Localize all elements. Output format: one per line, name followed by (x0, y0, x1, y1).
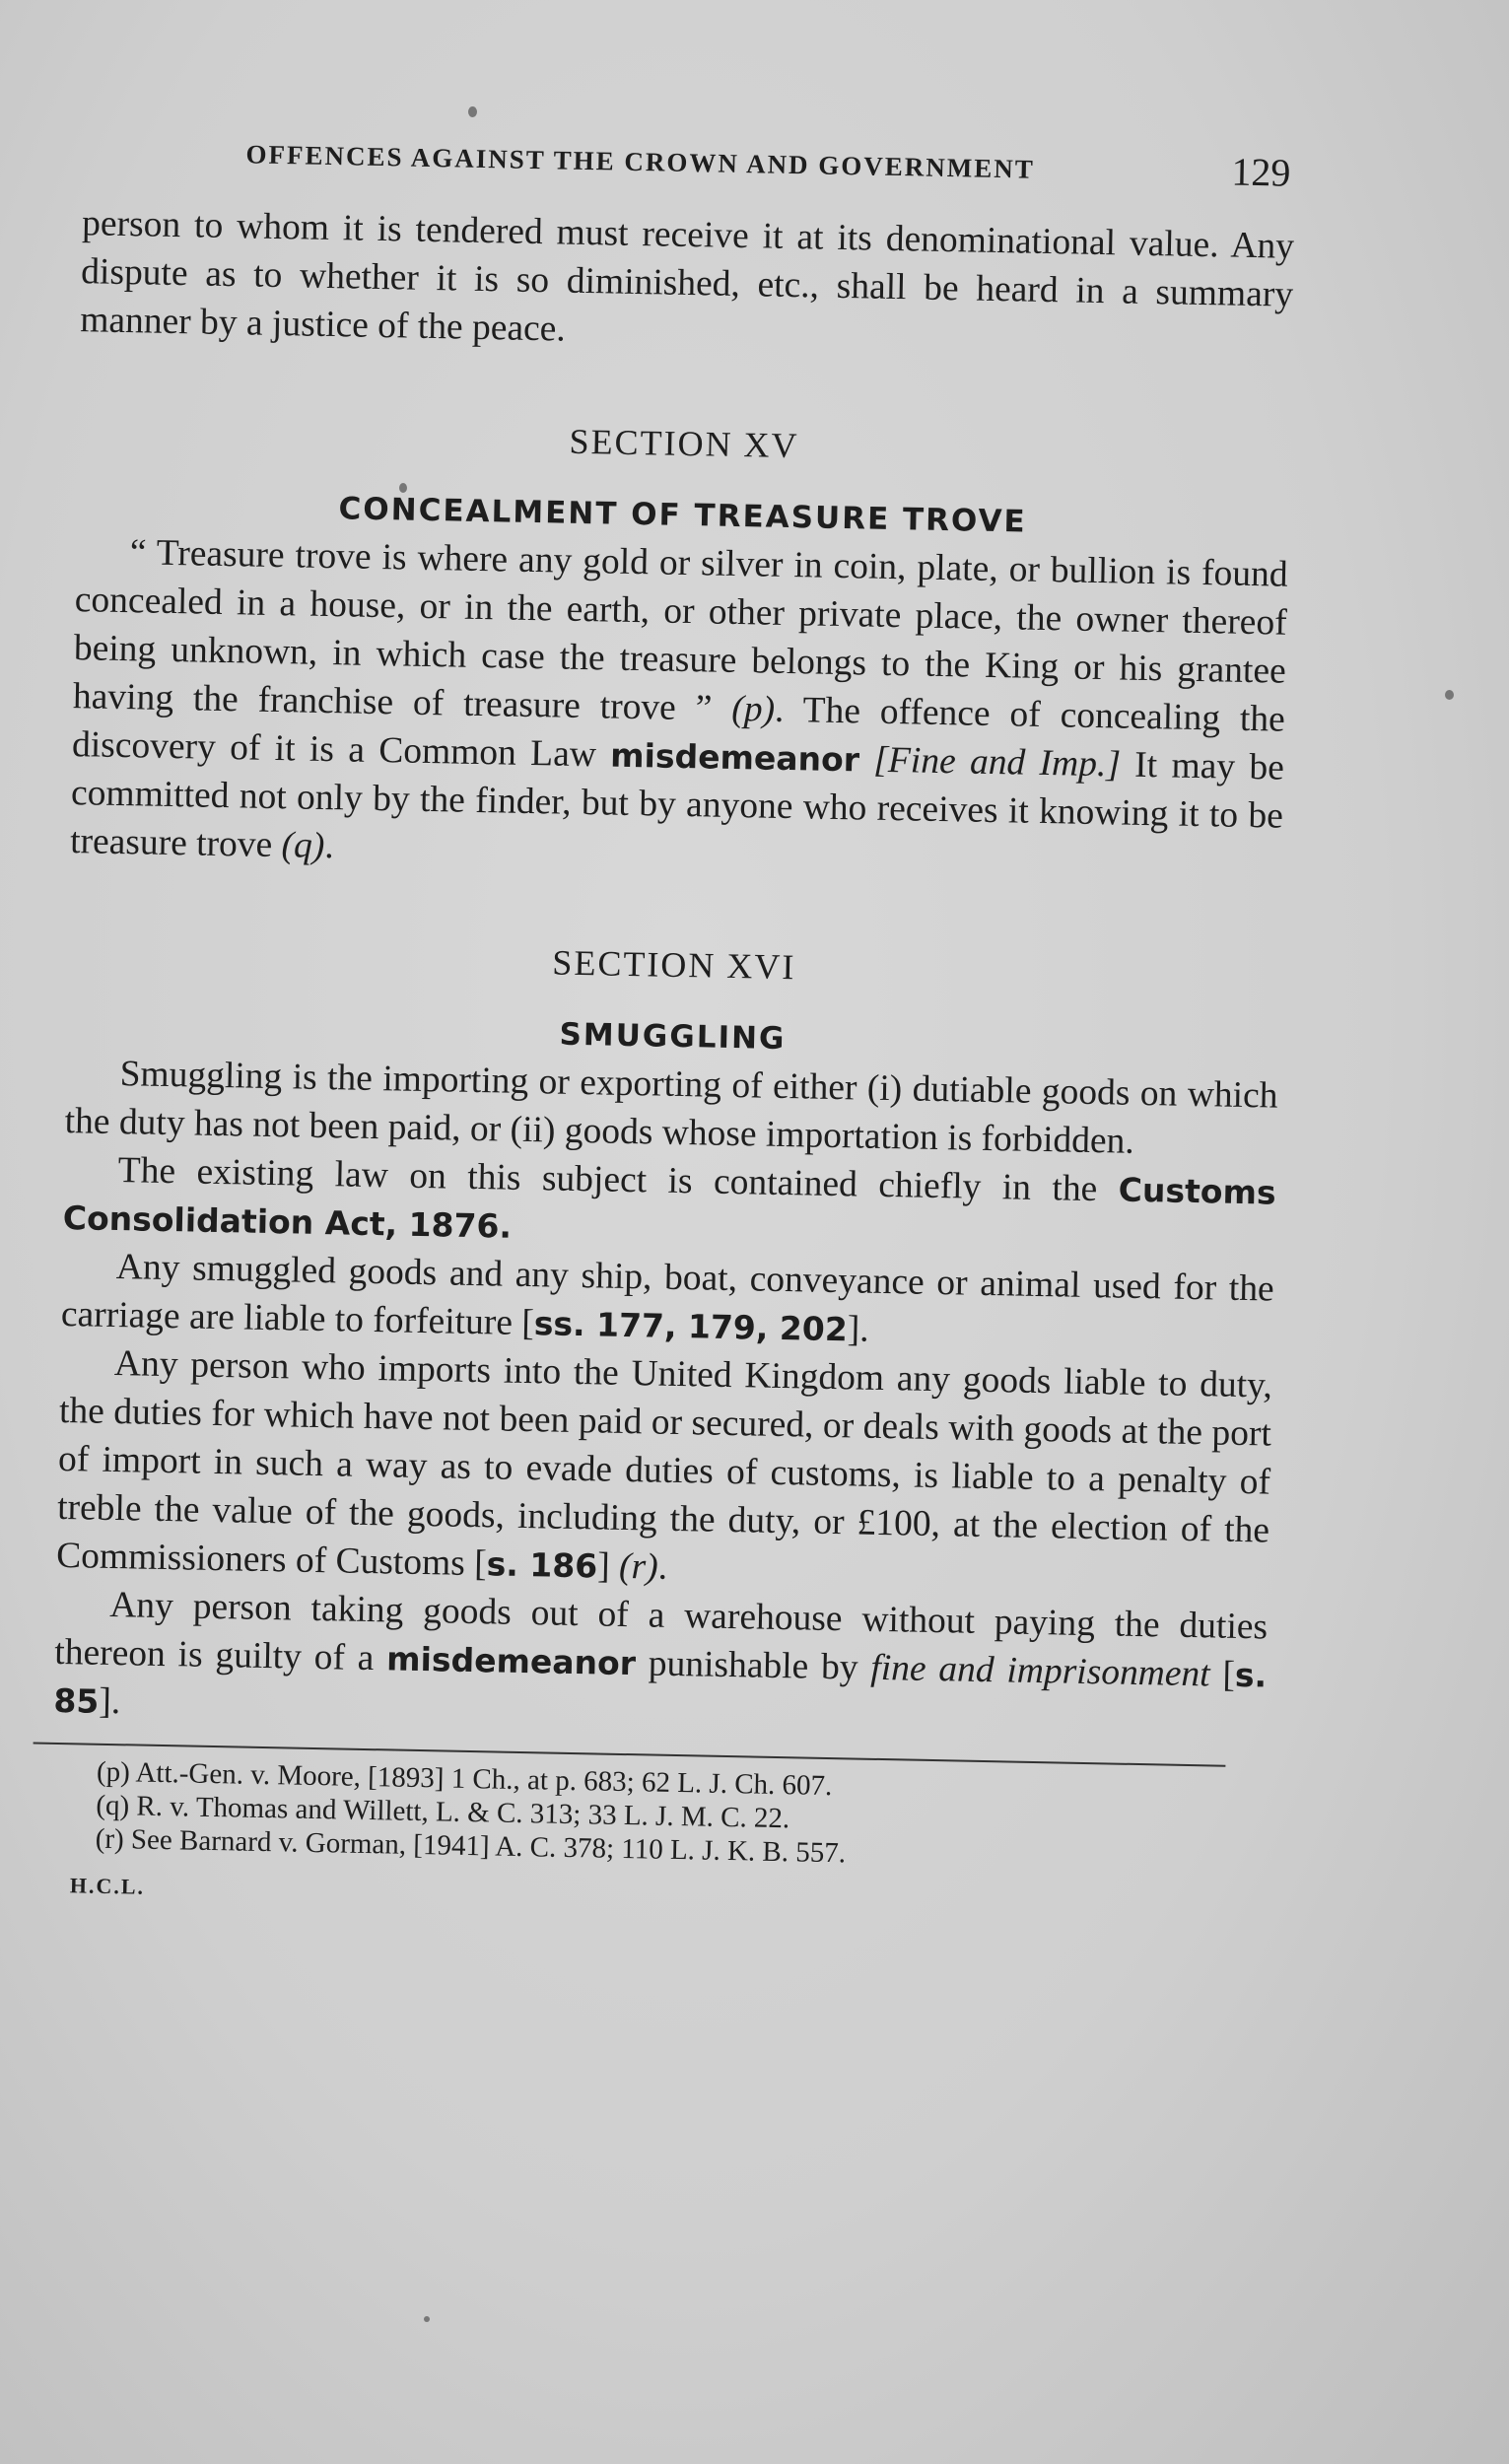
text-run: ] (596, 1545, 620, 1587)
section-xv-title: CONCEALMENT OF TREASURE TROVE (338, 491, 1028, 540)
footnote-ref-p: (p) (730, 688, 776, 730)
text-run: Any smuggled goods and any ship, boat, conveyance or animal used for the carriage are liable to forfeiture [ (60, 1247, 1275, 1344)
text-run: Any person taking goods out of a warehouse without paying the duties thereon is guilty of a (53, 1584, 1269, 1679)
footnote-ref-r: (r) (618, 1545, 659, 1588)
section-xvi-title: SMUGGLING (559, 1016, 787, 1058)
text-run: ]. (98, 1680, 121, 1723)
ink-speck (424, 2316, 430, 2322)
text-run: Any person who imports into the United Kingdom any goods liable to duty, the duties for which have not been paid or secured, or deals with goods at the port of import in such a way as to evade duties of customs, is liable to a penalty of treble the value of the goods, including the duty, or £100, at the election of the Commissioners of Customs [ (55, 1343, 1273, 1585)
footnote-q: (q) R. v. Thomas and Willett, L. & C. 313; 33 L. J. M. C. 22. (96, 1789, 790, 1835)
bold-section-ref: s. 186 (486, 1544, 598, 1586)
section-xv-heading: SECTION XV (569, 421, 799, 466)
signature-mark: H.C.L. (69, 1873, 146, 1899)
page-number: 129 (1231, 149, 1291, 195)
warehouse-paragraph (53, 1580, 1269, 1748)
bold-term: misdemeanor (385, 1639, 637, 1683)
footnote-r: (r) See Barnard v. Gorman, [1941] A. C. 378; 110 L. J. K. B. 557. (95, 1822, 847, 1870)
italic-penalty: fine and imprisonment (869, 1647, 1211, 1695)
text-run: . (657, 1546, 668, 1588)
continued-paragraph: person to whom it is tendered must receive it at its denominational value. Any dispute as to whether it is so diminished, etc., shall be heard in a summary manner by a justice of the peace. (79, 203, 1295, 350)
text-run: ]. (847, 1309, 870, 1350)
text-run: . The offence of concealing the discovery of it is a Common Law (71, 689, 1286, 776)
ink-speck (468, 106, 477, 117)
treasure-trove-paragraph (70, 527, 1288, 889)
bold-section-ref: ss. 177, 179, 202 (533, 1304, 849, 1349)
text-run: The existing law on this subject is contained chiefly in the (117, 1150, 1120, 1210)
bold-term: misdemeanor (609, 735, 860, 780)
text-run: [ (1209, 1654, 1236, 1695)
running-head: OFFENCES AGAINST THE CROWN AND GOVERNMENT (245, 139, 1036, 184)
import-penalty-paragraph (56, 1338, 1272, 1604)
footnote-p: (p) Att.-Gen. v. Moore, [1893] 1 Ch., at p. 683; 62 L. J. Ch. 607. (96, 1755, 833, 1803)
ink-speck (1445, 690, 1454, 700)
bold-statute: Customs Consolidation Act, 1876. (62, 1170, 1276, 1246)
text-run: . (323, 826, 335, 867)
bold-section-ref: s. 85 (53, 1655, 1268, 1721)
footnote-ref-q: (q) (281, 825, 325, 867)
text-run: punishable by (635, 1643, 871, 1688)
section-xvi-heading: SECTION XVI (552, 942, 796, 988)
smuggling-definition-paragraph: Smuggling is the importing or exporting of either (i) dutiable goods on which the duty has not been paid, or (ii) goods whose importation is forbidden. (64, 1054, 1278, 1162)
penalty-bracket: [Fine and Imp.] (858, 739, 1122, 786)
text-run: It may be committed not only by the finder, but by anyone who receives it knowing it to be treasure trove (69, 744, 1285, 866)
text-run: “ Treasure trove is where any gold or silver in coin, plate, or bullion is found concealed in a house, or in the earth, or other private place, the owner thereof being unknown, in which case the treasure belongs to the King or his grantee having the franchise of treasure trove ” (72, 532, 1288, 729)
page-content (50, 126, 1296, 1921)
footnotes (50, 1754, 1265, 1879)
page-header (83, 126, 1296, 209)
